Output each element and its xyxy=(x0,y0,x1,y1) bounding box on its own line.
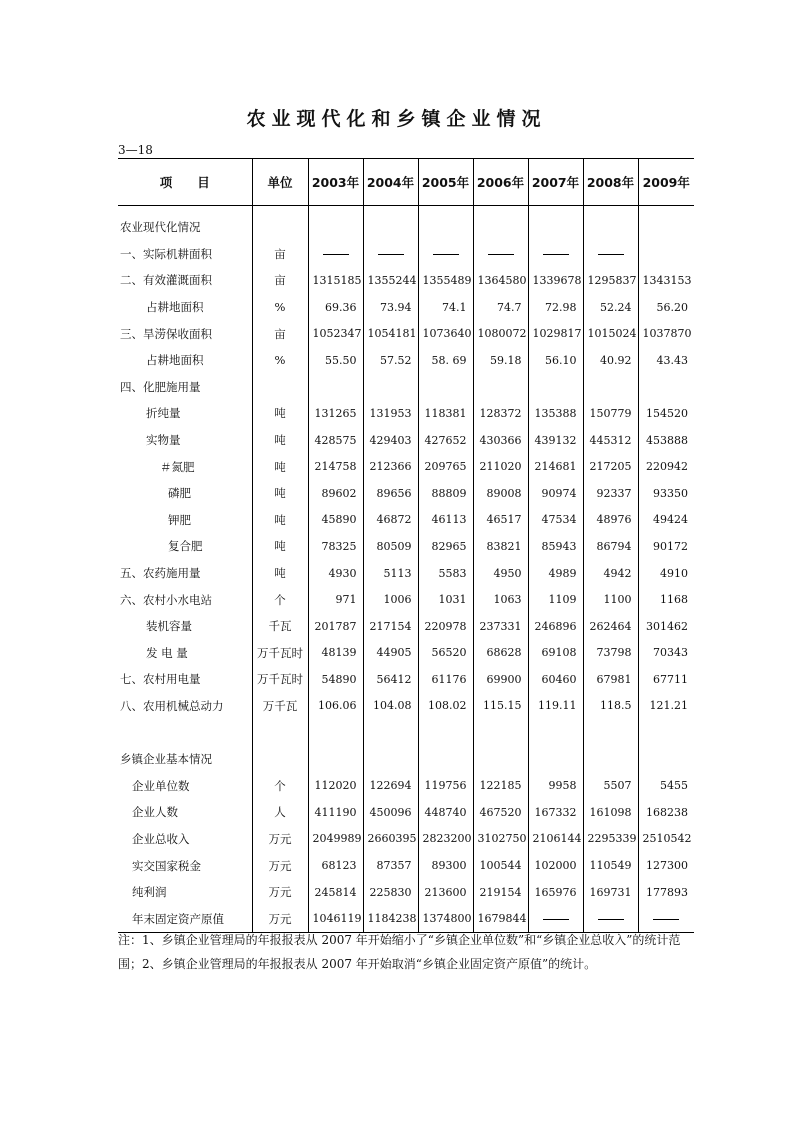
value-cell: 168238 xyxy=(638,799,694,826)
value-cell: 439132 xyxy=(528,427,583,454)
row-unit: 万千瓦时 xyxy=(252,640,308,667)
value-cell: 115.15 xyxy=(473,693,528,720)
table-row xyxy=(118,772,694,799)
value-cell: 211020 xyxy=(473,453,528,480)
value-cell xyxy=(473,374,528,401)
table-row xyxy=(118,294,694,321)
value-cell: 150779 xyxy=(583,400,638,427)
value-cell: 70343 xyxy=(638,640,694,667)
value-cell xyxy=(583,241,638,268)
value-cell: 217205 xyxy=(583,453,638,480)
value-cell xyxy=(418,241,473,268)
value-cell xyxy=(583,746,638,773)
row-label: 企业总收入 xyxy=(132,831,190,846)
value-cell: 68123 xyxy=(308,852,363,879)
value-cell: 56.10 xyxy=(528,347,583,374)
row-unit xyxy=(252,206,308,241)
value-cell: 67981 xyxy=(583,666,638,693)
value-cell: 131953 xyxy=(363,400,418,427)
footnote: 注：1、乡镇企业管理局的年报报表从 2007 年开始缩小了“乡镇企业单位数”和“乡镇企业总收入”的统计范围；2、乡镇企业管理局的年报报表从 2007 年开始取消“乡镇企业固定资产原值”的统计。 xyxy=(118,933,681,971)
header-cell: 项 目 xyxy=(118,159,252,206)
value-cell: 4910 xyxy=(638,560,694,587)
header-cell: 2004年 xyxy=(363,159,418,206)
value-cell: 72.98 xyxy=(528,294,583,321)
row-unit: 万元 xyxy=(252,879,308,906)
value-cell: 74.7 xyxy=(473,294,528,321)
row-unit: 万千瓦 xyxy=(252,693,308,720)
row-label: 纯利润 xyxy=(132,885,167,900)
value-cell: 5455 xyxy=(638,772,694,799)
value-cell: 93350 xyxy=(638,480,694,507)
value-cell: 1073640 xyxy=(418,320,473,347)
value-cell: 9958 xyxy=(528,772,583,799)
value-cell xyxy=(473,241,528,268)
header-cell: 2005年 xyxy=(418,159,473,206)
value-cell: 100544 xyxy=(473,852,528,879)
row-unit: 万元 xyxy=(252,905,308,932)
row-unit xyxy=(252,746,308,773)
dash-mark xyxy=(598,919,624,920)
row-unit: 吨 xyxy=(252,507,308,534)
value-cell: 92337 xyxy=(583,480,638,507)
value-cell: 246896 xyxy=(528,613,583,640)
table-row xyxy=(118,640,694,667)
value-cell: 1006 xyxy=(363,586,418,613)
value-cell: 1046119 xyxy=(308,905,363,932)
value-cell: 2823200 xyxy=(418,826,473,853)
row-label: 四、化肥施用量 xyxy=(120,379,201,394)
value-cell: 453888 xyxy=(638,427,694,454)
value-cell: 1031 xyxy=(418,586,473,613)
row-unit: 个 xyxy=(252,772,308,799)
header-cell: 2006年 xyxy=(473,159,528,206)
value-cell: 61176 xyxy=(418,666,473,693)
value-cell: 56.20 xyxy=(638,294,694,321)
row-label: 五、农药施用量 xyxy=(120,566,201,581)
row-label: 磷肥 xyxy=(168,486,191,501)
value-cell: 1037870 xyxy=(638,320,694,347)
value-cell: 1080072 xyxy=(473,320,528,347)
dash-mark xyxy=(543,254,569,255)
value-cell: 108.02 xyxy=(418,693,473,720)
value-cell: 201787 xyxy=(308,613,363,640)
value-cell xyxy=(363,746,418,773)
value-cell: 4930 xyxy=(308,560,363,587)
row-unit: 亩 xyxy=(252,320,308,347)
value-cell xyxy=(363,374,418,401)
row-label: 企业人数 xyxy=(132,805,178,820)
table-row xyxy=(118,453,694,480)
value-cell: 45890 xyxy=(308,507,363,534)
value-cell xyxy=(418,374,473,401)
value-cell: 214681 xyxy=(528,453,583,480)
value-cell: 112020 xyxy=(308,772,363,799)
value-cell: 450096 xyxy=(363,799,418,826)
row-unit: 吨 xyxy=(252,427,308,454)
row-label: 七、农村用电量 xyxy=(120,672,201,687)
table-row xyxy=(118,613,694,640)
row-unit: % xyxy=(252,294,308,321)
value-cell: 90172 xyxy=(638,533,694,560)
header-cell: 2009年 xyxy=(638,159,694,206)
dash-mark xyxy=(653,919,679,920)
value-cell: 428575 xyxy=(308,427,363,454)
header-cell: 2003年 xyxy=(308,159,363,206)
value-cell: 87357 xyxy=(363,852,418,879)
value-cell: 1100 xyxy=(583,586,638,613)
row-label: 一、实际机耕面积 xyxy=(120,246,212,261)
table-row xyxy=(118,507,694,534)
row-label: 二、有效灌溉面积 xyxy=(120,273,212,288)
dash-mark xyxy=(543,919,569,920)
row-unit: 个 xyxy=(252,586,308,613)
value-cell: 69.36 xyxy=(308,294,363,321)
table-row xyxy=(118,480,694,507)
value-cell xyxy=(418,719,473,746)
table-row xyxy=(118,347,694,374)
value-cell: 1109 xyxy=(528,586,583,613)
header-cell: 2007年 xyxy=(528,159,583,206)
table-row xyxy=(118,320,694,347)
value-cell: 102000 xyxy=(528,852,583,879)
row-label: 实交国家税金 xyxy=(132,858,201,873)
value-cell: 89602 xyxy=(308,480,363,507)
value-cell: 161098 xyxy=(583,799,638,826)
value-cell: 467520 xyxy=(473,799,528,826)
value-cell: 5507 xyxy=(583,772,638,799)
value-cell: 122694 xyxy=(363,772,418,799)
value-cell: 209765 xyxy=(418,453,473,480)
value-cell xyxy=(638,374,694,401)
value-cell: 46872 xyxy=(363,507,418,534)
row-label: 企业单位数 xyxy=(132,778,190,793)
row-unit: 人 xyxy=(252,799,308,826)
value-cell xyxy=(528,746,583,773)
value-cell: 86794 xyxy=(583,533,638,560)
page-title: 农业现代化和乡镇企业情况 xyxy=(246,108,547,130)
row-unit: 万千瓦时 xyxy=(252,666,308,693)
table-row xyxy=(118,746,694,773)
value-cell xyxy=(528,719,583,746)
value-cell: 48139 xyxy=(308,640,363,667)
value-cell xyxy=(363,206,418,241)
value-cell xyxy=(638,241,694,268)
value-cell: 427652 xyxy=(418,427,473,454)
value-cell xyxy=(308,241,363,268)
row-label: 复合肥 xyxy=(168,539,203,554)
dash-mark xyxy=(598,254,624,255)
value-cell: 4989 xyxy=(528,560,583,587)
value-cell: 169731 xyxy=(583,879,638,906)
value-cell: 212366 xyxy=(363,453,418,480)
dash-mark xyxy=(323,254,349,255)
value-cell: 1343153 xyxy=(638,267,694,294)
value-cell xyxy=(528,241,583,268)
value-cell: 118.5 xyxy=(583,693,638,720)
row-label: 农业现代化情况 xyxy=(120,220,201,235)
value-cell: 55.50 xyxy=(308,347,363,374)
header-cell: 单位 xyxy=(252,159,308,206)
value-cell xyxy=(583,206,638,241)
value-cell: 214758 xyxy=(308,453,363,480)
value-cell: 2510542 xyxy=(638,826,694,853)
value-cell: 1679844 xyxy=(473,905,528,932)
value-cell xyxy=(638,719,694,746)
header-row xyxy=(118,159,694,206)
value-cell: 237331 xyxy=(473,613,528,640)
dash-mark xyxy=(378,254,404,255)
value-cell: 80509 xyxy=(363,533,418,560)
table-row xyxy=(118,852,694,879)
value-cell: 165976 xyxy=(528,879,583,906)
value-cell xyxy=(638,206,694,241)
value-cell: 83821 xyxy=(473,533,528,560)
value-cell: 128372 xyxy=(473,400,528,427)
value-cell: 110549 xyxy=(583,852,638,879)
value-cell: 122185 xyxy=(473,772,528,799)
row-unit: 亩 xyxy=(252,267,308,294)
table-row xyxy=(118,206,694,241)
value-cell: 119756 xyxy=(418,772,473,799)
value-cell: 5113 xyxy=(363,560,418,587)
value-cell: 2660395 xyxy=(363,826,418,853)
value-cell: 5583 xyxy=(418,560,473,587)
value-cell xyxy=(528,206,583,241)
value-cell: 68628 xyxy=(473,640,528,667)
table-row xyxy=(118,267,694,294)
value-cell: 1315185 xyxy=(308,267,363,294)
value-cell: 1029817 xyxy=(528,320,583,347)
value-cell: 118381 xyxy=(418,400,473,427)
value-cell: 73798 xyxy=(583,640,638,667)
row-unit: 吨 xyxy=(252,480,308,507)
value-cell: 46517 xyxy=(473,507,528,534)
table-row xyxy=(118,560,694,587)
row-unit: 吨 xyxy=(252,453,308,480)
row-label: 实物量 xyxy=(146,433,181,448)
value-cell: 1339678 xyxy=(528,267,583,294)
value-cell: 1168 xyxy=(638,586,694,613)
value-cell: 46113 xyxy=(418,507,473,534)
value-cell xyxy=(418,206,473,241)
row-unit: 万元 xyxy=(252,826,308,853)
value-cell: 429403 xyxy=(363,427,418,454)
dash-mark xyxy=(433,254,459,255)
value-cell: 56520 xyxy=(418,640,473,667)
value-cell: 411190 xyxy=(308,799,363,826)
value-cell: 106.06 xyxy=(308,693,363,720)
value-cell: 43.43 xyxy=(638,347,694,374)
row-label xyxy=(118,719,252,746)
value-cell: 131265 xyxy=(308,400,363,427)
row-label: 乡镇企业基本情况 xyxy=(120,752,212,767)
row-unit xyxy=(252,374,308,401)
value-cell: 220978 xyxy=(418,613,473,640)
value-cell: 40.92 xyxy=(583,347,638,374)
value-cell: 262464 xyxy=(583,613,638,640)
value-cell: 69108 xyxy=(528,640,583,667)
value-cell: 225830 xyxy=(363,879,418,906)
row-label: 占耕地面积 xyxy=(146,353,204,368)
table-row xyxy=(118,586,694,613)
value-cell: 167332 xyxy=(528,799,583,826)
value-cell: 971 xyxy=(308,586,363,613)
value-cell: 60460 xyxy=(528,666,583,693)
row-label: 钾肥 xyxy=(168,512,191,527)
value-cell: 301462 xyxy=(638,613,694,640)
row-label: 六、农村小水电站 xyxy=(120,592,212,607)
value-cell: 4950 xyxy=(473,560,528,587)
table-code: 3—18 xyxy=(118,143,153,157)
table-row xyxy=(118,533,694,560)
value-cell: 49424 xyxy=(638,507,694,534)
header-cell: 2008年 xyxy=(583,159,638,206)
value-cell: 67711 xyxy=(638,666,694,693)
value-cell: 88809 xyxy=(418,480,473,507)
value-cell xyxy=(638,746,694,773)
value-cell: 220942 xyxy=(638,453,694,480)
value-cell: 57.52 xyxy=(363,347,418,374)
value-cell: 3102750 xyxy=(473,826,528,853)
table-row xyxy=(118,241,694,268)
row-label: 三、旱涝保收面积 xyxy=(120,326,212,341)
value-cell: 82965 xyxy=(418,533,473,560)
value-cell xyxy=(308,746,363,773)
value-cell: 54890 xyxy=(308,666,363,693)
data-table xyxy=(118,158,694,933)
row-label: 发 电 量 xyxy=(146,645,188,660)
value-cell: 217154 xyxy=(363,613,418,640)
value-cell: 1054181 xyxy=(363,320,418,347)
value-cell xyxy=(308,719,363,746)
value-cell: 154520 xyxy=(638,400,694,427)
value-cell: 1184238 xyxy=(363,905,418,932)
value-cell xyxy=(583,374,638,401)
row-unit: 吨 xyxy=(252,400,308,427)
value-cell: 52.24 xyxy=(583,294,638,321)
table-row xyxy=(118,427,694,454)
value-cell: 1052347 xyxy=(308,320,363,347)
value-cell xyxy=(528,374,583,401)
value-cell xyxy=(363,241,418,268)
value-cell xyxy=(473,746,528,773)
value-cell xyxy=(473,206,528,241)
value-cell: 104.08 xyxy=(363,693,418,720)
value-cell: 90974 xyxy=(528,480,583,507)
row-unit: 吨 xyxy=(252,533,308,560)
value-cell: 135388 xyxy=(528,400,583,427)
row-label: ＃氮肥 xyxy=(160,459,195,474)
value-cell xyxy=(473,719,528,746)
row-unit: 吨 xyxy=(252,560,308,587)
row-unit: 千瓦 xyxy=(252,613,308,640)
value-cell: 445312 xyxy=(583,427,638,454)
row-label: 八、农用机械总动力 xyxy=(120,698,224,713)
value-cell: 44905 xyxy=(363,640,418,667)
value-cell: 1374800 xyxy=(418,905,473,932)
value-cell: 59.18 xyxy=(473,347,528,374)
value-cell: 2106144 xyxy=(528,826,583,853)
value-cell: 4942 xyxy=(583,560,638,587)
row-unit: % xyxy=(252,347,308,374)
value-cell: 430366 xyxy=(473,427,528,454)
dash-mark xyxy=(488,254,514,255)
row-unit: 万元 xyxy=(252,852,308,879)
row-label: 装机容量 xyxy=(146,619,192,634)
value-cell: 121.21 xyxy=(638,693,694,720)
value-cell: 127300 xyxy=(638,852,694,879)
value-cell xyxy=(418,746,473,773)
value-cell xyxy=(363,719,418,746)
value-cell: 1063 xyxy=(473,586,528,613)
value-cell: 2049989 xyxy=(308,826,363,853)
value-cell: 1355244 xyxy=(363,267,418,294)
value-cell: 85943 xyxy=(528,533,583,560)
value-cell: 1364580 xyxy=(473,267,528,294)
value-cell: 2295339 xyxy=(583,826,638,853)
value-cell: 245814 xyxy=(308,879,363,906)
table-row xyxy=(118,879,694,906)
value-cell: 213600 xyxy=(418,879,473,906)
value-cell: 73.94 xyxy=(363,294,418,321)
value-cell: 47534 xyxy=(528,507,583,534)
row-unit xyxy=(252,719,308,746)
value-cell: 48976 xyxy=(583,507,638,534)
value-cell xyxy=(308,206,363,241)
row-unit: 亩 xyxy=(252,241,308,268)
value-cell: 219154 xyxy=(473,879,528,906)
value-cell: 69900 xyxy=(473,666,528,693)
value-cell: 448740 xyxy=(418,799,473,826)
value-cell xyxy=(583,719,638,746)
value-cell: 56412 xyxy=(363,666,418,693)
value-cell: 78325 xyxy=(308,533,363,560)
value-cell: 177893 xyxy=(638,879,694,906)
value-cell: 74.1 xyxy=(418,294,473,321)
value-cell xyxy=(308,374,363,401)
table-row xyxy=(118,719,694,746)
table-row xyxy=(118,693,694,720)
table-row xyxy=(118,400,694,427)
table-row xyxy=(118,799,694,826)
value-cell: 89008 xyxy=(473,480,528,507)
row-label: 折纯量 xyxy=(146,406,181,421)
value-cell: 58. 69 xyxy=(418,347,473,374)
row-label: 年末固定资产原值 xyxy=(118,905,252,932)
table-row xyxy=(118,374,694,401)
value-cell: 1355489 xyxy=(418,267,473,294)
value-cell: 119.11 xyxy=(528,693,583,720)
row-label: 占耕地面积 xyxy=(146,300,204,315)
value-cell: 1015024 xyxy=(583,320,638,347)
value-cell: 89300 xyxy=(418,852,473,879)
value-cell: 1295837 xyxy=(583,267,638,294)
table-row xyxy=(118,666,694,693)
value-cell: 89656 xyxy=(363,480,418,507)
table-row xyxy=(118,826,694,853)
